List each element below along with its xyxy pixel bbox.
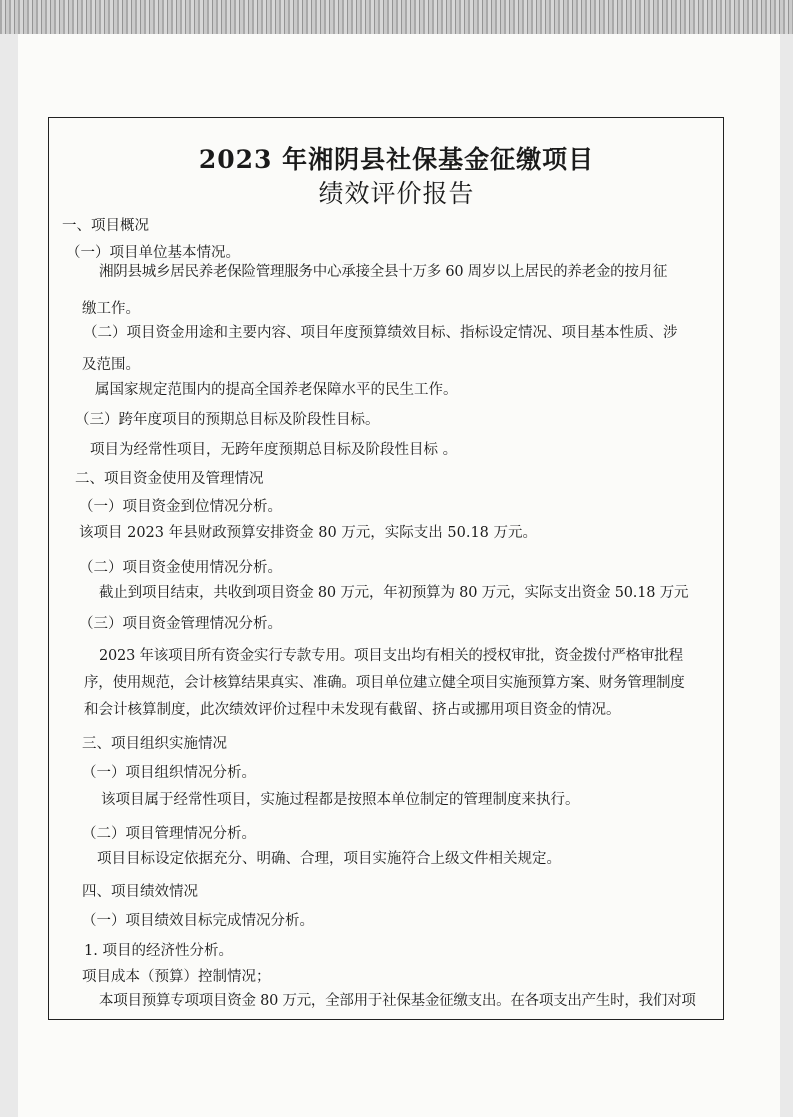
subsection-heading: （二）项目资金使用情况分析。	[79, 560, 282, 576]
paragraph-line: 截止到项目结束，共收到项目资金 80 万元，年初预算为 80 万元，实际支出资金 50.18 万元	[99, 585, 689, 601]
paragraph-line: 2023 年该项目所有资金实行专款专用。项目支出均有相关的授权审批，资金拨付严格审批程	[99, 648, 683, 664]
paragraph-line: 属国家规定范围内的提高全国养老保障水平的民生工作。	[95, 382, 458, 398]
report-title-line-2: 绩效评价报告	[318, 179, 475, 208]
paragraph-line: 缴工作。	[82, 301, 140, 317]
paragraph-line: 序，使用规范，会计核算结果真实、准确。项目单位建立健全项目实施预算方案、财务管理制度	[84, 675, 685, 691]
section-heading-3: 三、项目组织实施情况	[82, 736, 227, 752]
section-heading-4: 四、项目绩效情况	[82, 884, 198, 900]
numbered-item: 1. 项目的经济性分析。	[84, 943, 233, 959]
subsection-heading: （二）项目管理情况分析。	[82, 826, 256, 842]
scan-top-edge	[0, 0, 793, 34]
section-heading-1: 一、项目概况	[62, 218, 149, 234]
subsection-heading: （三）项目资金管理情况分析。	[79, 616, 282, 632]
report-title-line-1: 2023 年湘阴县社保基金征缴项目	[198, 145, 595, 174]
paragraph-line: 湘阴县城乡居民养老保险管理服务中心承接全县十万多 60 周岁以上居民的养老金的按月征	[99, 264, 668, 280]
paragraph-line: 本项目预算专项项目资金 80 万元，全部用于社保基金征缴支出。在各项支出产生时，我们对项	[99, 993, 696, 1009]
paragraph-line: 该项目 2023 年县财政预算安排资金 80 万元，实际支出 50.18 万元。	[79, 525, 538, 541]
subsection-heading: （一）项目绩效目标完成情况分析。	[82, 913, 314, 929]
section-heading-2: 二、项目资金使用及管理情况	[75, 471, 264, 487]
subsection-heading: （一）项目单位基本情况。	[66, 245, 240, 261]
paragraph-line: 项目目标设定依据充分、明确、合理，项目实施符合上级文件相关规定。	[97, 851, 561, 867]
paragraph-line: 项目为经常性项目，无跨年度预期总目标及阶段性目标 。	[90, 442, 458, 458]
paragraph-line: 该项目属于经常性项目，实施过程都是按照本单位制定的管理制度来执行。	[101, 792, 580, 808]
paragraph-line: 项目成本（预算）控制情况；	[82, 969, 271, 985]
subsection-heading: （三）跨年度项目的预期总目标及阶段性目标。	[75, 412, 380, 428]
paragraph-line: 和会计核算制度，此次绩效评价过程中未发现有截留、挤占或挪用项目资金的情况。	[84, 702, 621, 718]
subsection-heading: （二）项目资金用途和主要内容、项目年度预算绩效目标、指标设定情况、项目基本性质、涉	[83, 325, 678, 341]
subsection-heading: （一）项目资金到位情况分析。	[79, 499, 282, 515]
paragraph-line: 及范围。	[82, 357, 140, 373]
subsection-heading: （一）项目组织情况分析。	[82, 765, 256, 781]
